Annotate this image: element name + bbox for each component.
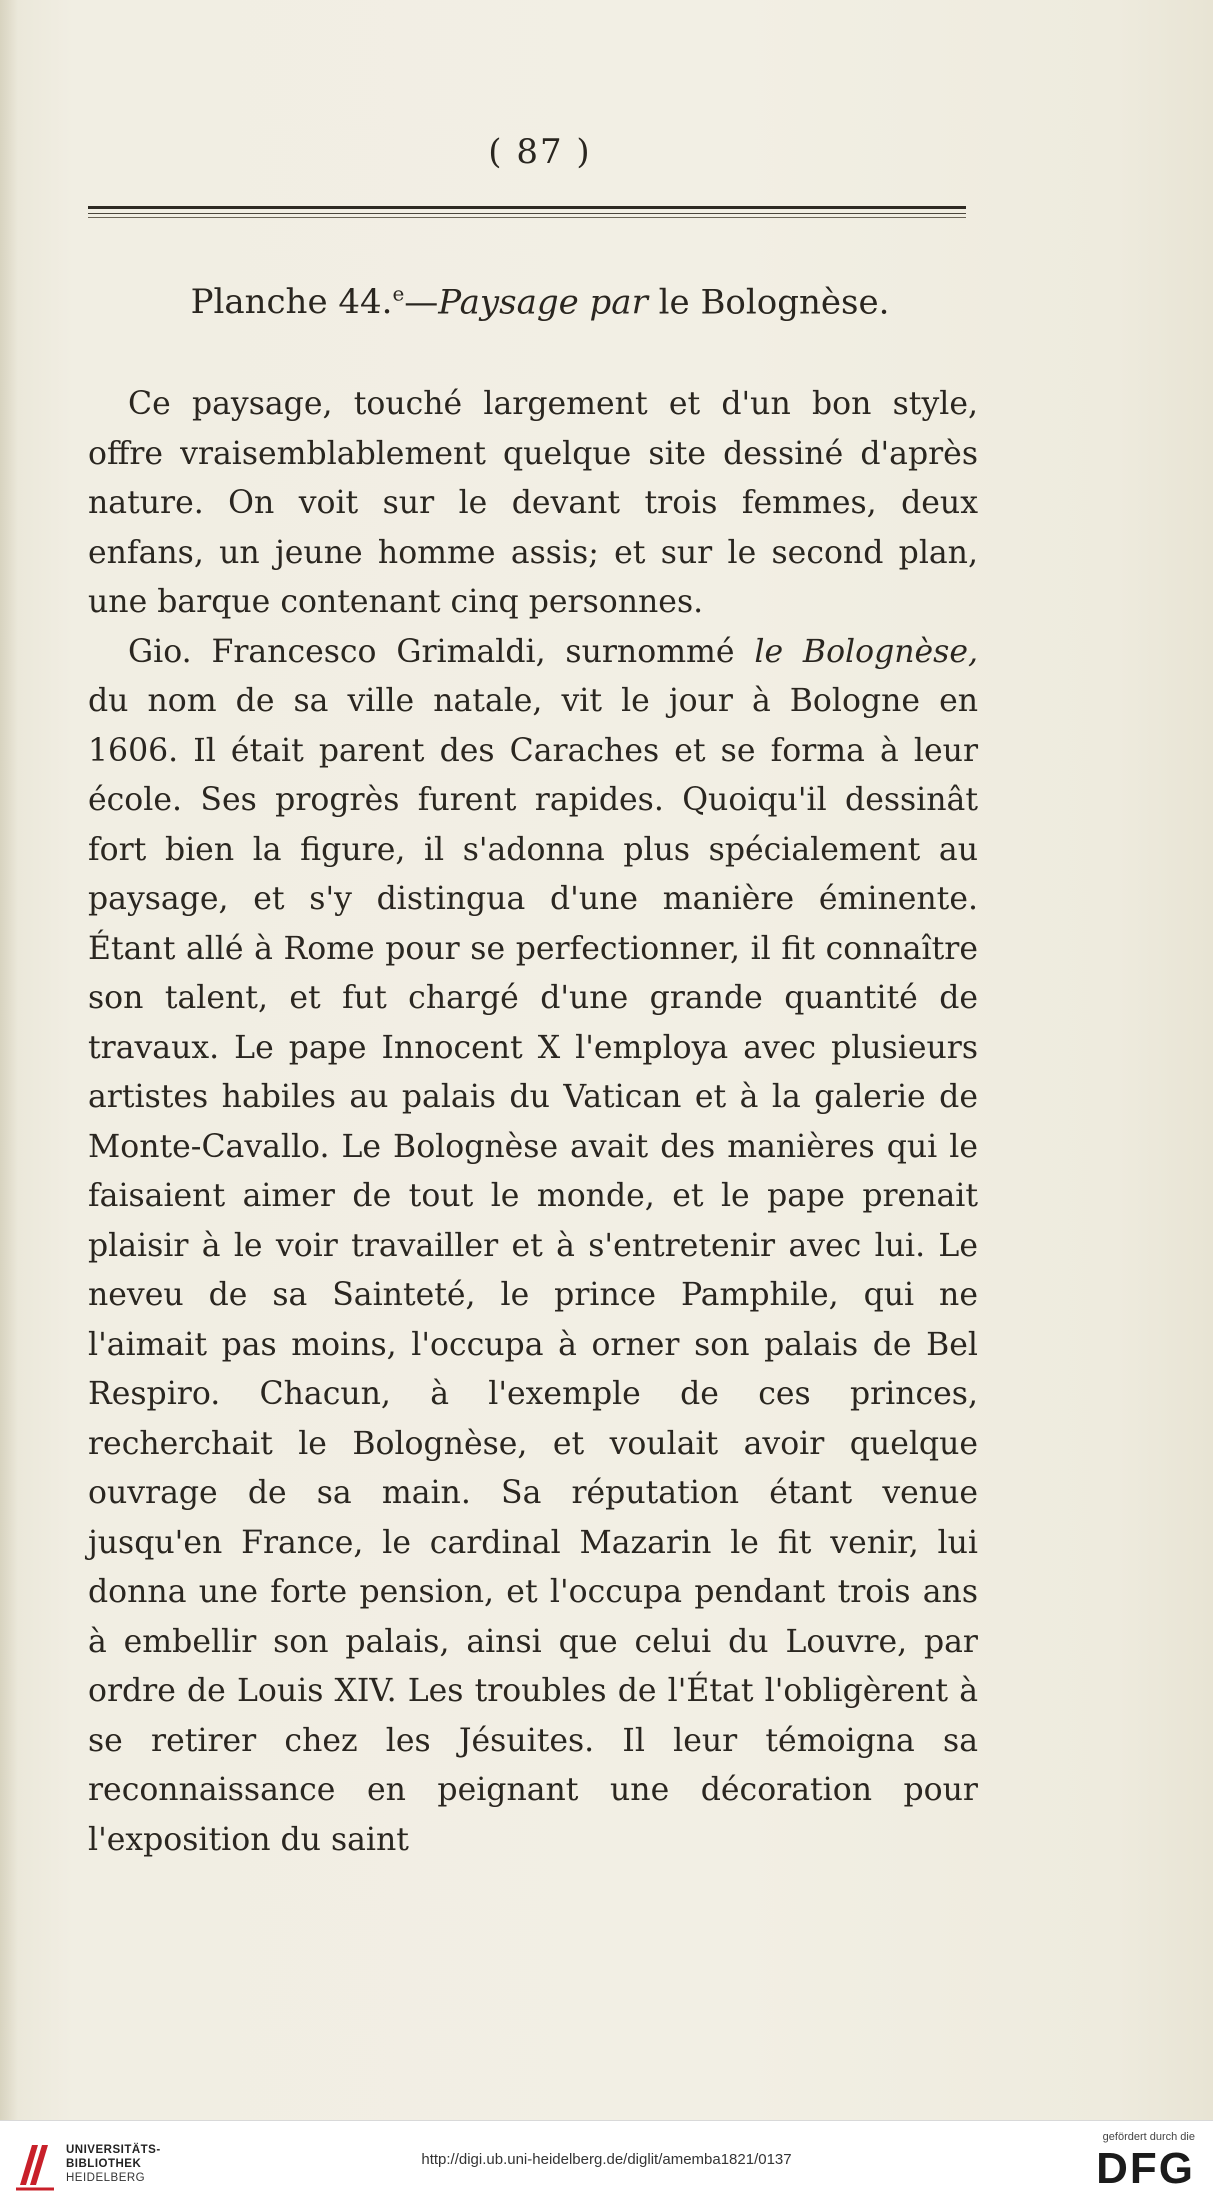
header-rule-thick [88,206,966,209]
heading-dash: — [404,282,439,323]
header-rule-thin [88,213,966,214]
heading-title-rest: le Bolognèse. [647,282,890,323]
viewer-footer [0,2120,1213,2207]
page-number: ( 87 ) [488,132,592,172]
library-name-line1: UNIVERSITÄTS- [66,2144,161,2156]
library-name-line3: HEIDELBERG [66,2172,146,2184]
header-rule [88,206,966,218]
paragraph-description: Ce paysage, touché largement et d'un bon style, offre vraisemblablement quelque site dessiné d'après nature. On voit sur le devant trois femmes, deux enfans, un jeune homme assis; et sur le second plan, une barque contenant cinq personnes. [88,386,978,620]
plate-superscript: e [392,282,405,306]
plate-heading [0,282,1080,322]
library-name-line2: BIBLIOTHEK [66,2158,142,2170]
sponsor-note: gefördert durch die [1102,2131,1195,2143]
dfg-logo[interactable]: DFG [1096,2144,1195,2193]
sponsor-block [1065,2131,1195,2193]
plate-number [191,282,405,322]
biography-text-start: Gio. Francesco Grimaldi, surnommé [128,633,755,670]
plate-label: Planche 44. [190,282,393,323]
body-text [88,380,978,1865]
biography-italic-name: le Bolognèse, [754,633,978,670]
permalink-url[interactable]: http://digi.ub.uni-heidelberg.de/diglit/amemba1821/0137 [421,2151,792,2168]
header-rule-thin-lower [88,217,966,218]
paragraph-biography [88,628,978,1866]
heading-title-italic: Paysage par [438,282,648,323]
biography-text-rest: du nom de sa ville natale, vit le jour à Bologne en 1606. Il était parent des Caraches et se forma à leur école. Ses progrès furent rapides. Quoiqu'il dessinât fort bien la figure, il s'adonna plus spécialement au paysage, et s'y distingua d'une manière éminente. Étant allé à Rome pour se perfectionner, il fit connaître son talent, et fut chargé d'une grande quantité de travaux. Le pape Innocent X l'employa avec plusieurs artistes habiles au palais du Vatican et à la galerie de Monte-Cavallo. Le Bolognèse avait des manières qui le faisaient aimer de tout le monde, et le pape prenait plaisir à le voir travailler et à s'entretenir avec lui. Le neveu de sa Sainteté, le prince Pamphile, qui ne l'aimait pas moins, l'occupa à orner son palais de Bel Respiro. Chacun, à l'exemple de ces princes, recherchait le Bolognèse, et voulait avoir quelque ouvrage de sa main. Sa réputation étant venue jusqu'en France, le cardinal Mazarin le fit venir, lui donna une forte pension, et l'occupa pendant trois ans à embellir son palais, ainsi que celui du Louvre, par ordre de Louis XIV. Les troubles de l'État l'obligèrent à se retirer chez les Jésuites. Il leur témoigna sa reconnaissance en peignant une décoration pour l'exposition du saint [88,683,978,1858]
